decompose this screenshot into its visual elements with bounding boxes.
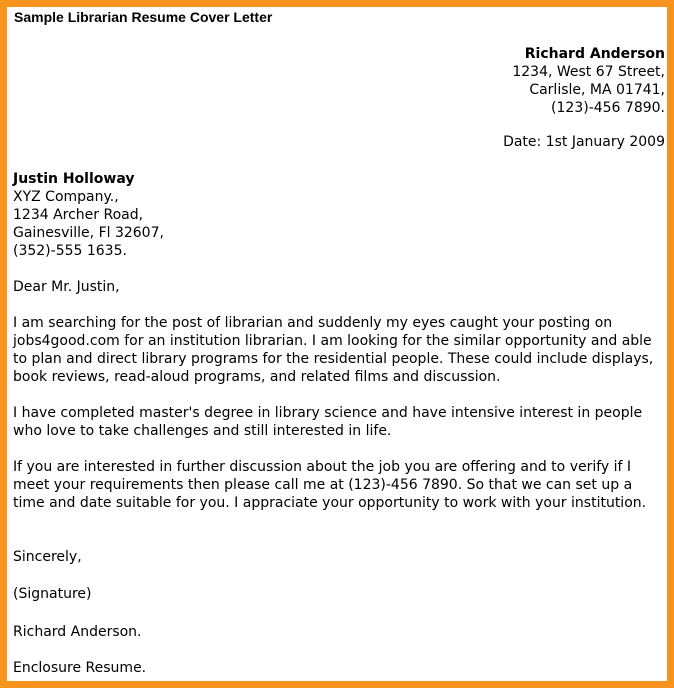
document-title: Sample Librarian Resume Cover Letter bbox=[14, 9, 273, 25]
sender-name: Richard Anderson bbox=[524, 46, 665, 62]
recipient-street: 1234 Archer Road, bbox=[13, 207, 144, 223]
signer-name: Richard Anderson. bbox=[13, 624, 142, 640]
recipient-name: Justin Holloway bbox=[13, 171, 135, 187]
recipient-address-block bbox=[13, 170, 164, 260]
sender-address-block bbox=[512, 45, 665, 117]
salutation: Dear Mr. Justin, bbox=[13, 279, 120, 295]
body-paragraph-3: If you are interested in further discussion about the job you are offering and to verify if I meet your requirements then please call me at (123)-456 7890. So that we can set up a time and date suitable for you. I appraciate your opportunity to work with your institution. bbox=[13, 459, 647, 511]
signature-placeholder: (Signature) bbox=[13, 586, 92, 602]
recipient-company: XYZ Company., bbox=[13, 189, 119, 205]
recipient-phone: (352)-555 1635. bbox=[13, 243, 127, 259]
sender-phone: (123)-456 7890. bbox=[551, 100, 665, 116]
sender-city: Carlisle, MA 01741, bbox=[529, 82, 665, 98]
sender-street: 1234, West 67 Street, bbox=[512, 64, 665, 80]
letter-date: Date: 1st January 2009 bbox=[503, 134, 665, 150]
body-paragraph-1: I am searching for the post of librarian and suddenly my eyes caught your posting on jobs4good.com for an institution librarian. I am looking for the similar opportunity and able to plan and direct library programs for the residential people. These could include displays, book reviews, read-aloud programs, and related films and discussion. bbox=[13, 315, 654, 385]
recipient-city: Gainesville, Fl 32607, bbox=[13, 225, 164, 241]
body-paragraph-2: I have completed master's degree in library science and have intensive interest in people who love to take challenges and still interested in life. bbox=[13, 405, 643, 439]
closing: Sincerely, bbox=[13, 549, 82, 565]
enclosure-note: Enclosure Resume. bbox=[13, 660, 147, 676]
